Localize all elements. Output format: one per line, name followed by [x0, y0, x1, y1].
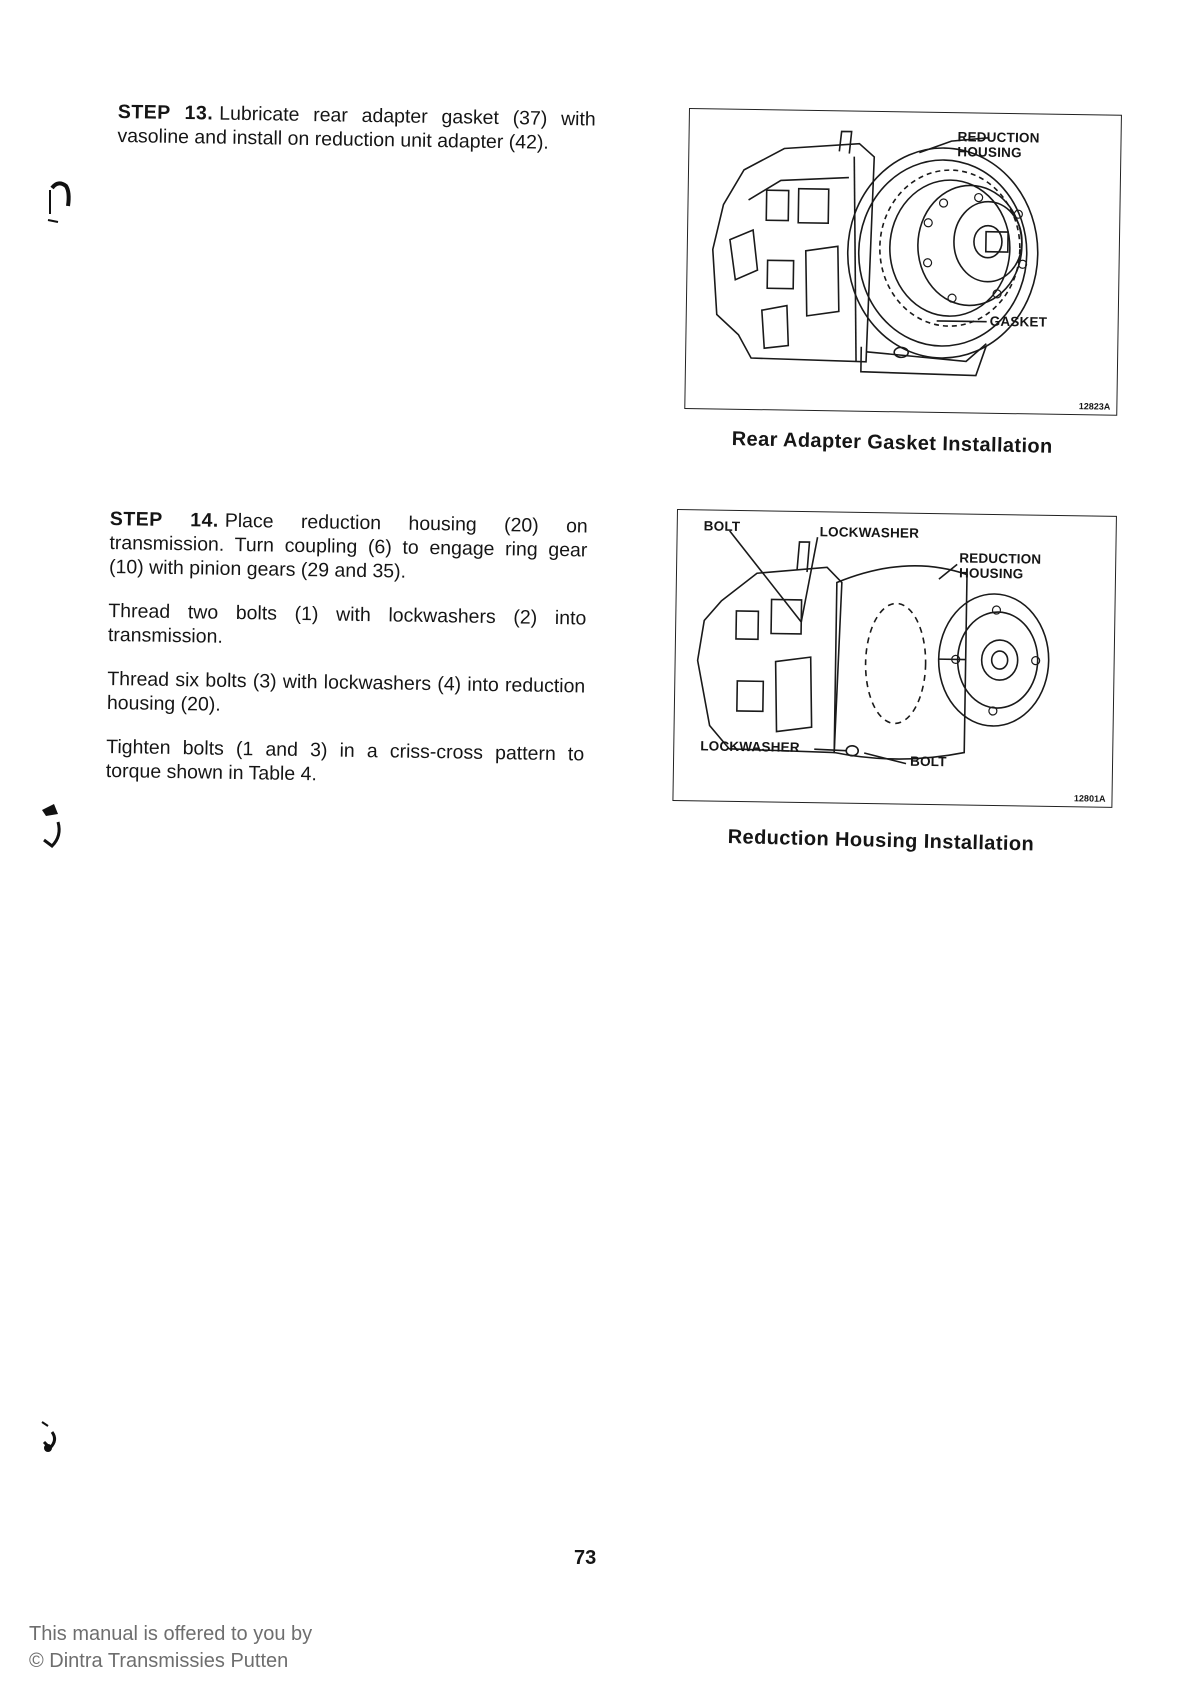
step-14-lead: STEP 14. [109, 507, 219, 532]
callout-reduction-housing [957, 129, 1040, 160]
step-13-text: Lubricate rear adapter gasket (37) with vasoline and install on reduction unit adapter (42). [117, 102, 596, 154]
callout-bolt-top: BOLT [703, 518, 741, 534]
rear-adapter-gasket-figure [684, 108, 1122, 416]
callout-reduction-line1: REDUCTION [959, 550, 1042, 567]
step-14-paragraph-3: Thread six bolts (3) with lockwashers (4) into reduction housing (20). [106, 667, 586, 716]
figure-number: 12823A [1078, 401, 1111, 412]
binder-hole-mark [38, 1418, 68, 1458]
step-14-text-1: Place reduction housing (20) on transmission. Turn coupling (6) to engage ring gear (10) with pinion gears (29 and 35). [108, 509, 588, 583]
step-13-lead: STEP 13. [117, 100, 214, 125]
callout-reduction-housing [959, 550, 1042, 581]
callout-bolt-bottom: BOLT [909, 753, 947, 770]
step-14-paragraph-1 [109, 507, 588, 586]
callout-lockwasher-top: LOCKWASHER [819, 524, 920, 541]
figure-number: 12801A [1073, 793, 1106, 804]
callout-housing-line2: HOUSING [958, 565, 1024, 582]
reduction-housing-caption: Reduction Housing Installation [727, 826, 1035, 856]
step-14-paragraph-4: Tighten bolts (1 and 3) in a criss-cross pattern to torque shown in Table 4. [105, 735, 585, 786]
callout-gasket: GASKET [989, 313, 1048, 330]
step-13-paragraph [117, 100, 596, 156]
footer-line-2: © Dintra Transmissies Putten [29, 1650, 289, 1672]
callout-housing-line2: HOUSING [957, 144, 1022, 161]
step-13 [117, 100, 596, 156]
reduction-housing-illustration [673, 510, 1116, 807]
binder-hole-mark [36, 802, 76, 852]
rear-adapter-gasket-caption: Rear Adapter Gasket Installation [731, 428, 1053, 458]
page-number: 73 [574, 1547, 597, 1569]
callout-lockwasher-bottom: LOCKWASHER [700, 738, 800, 755]
footer-line-1: This manual is offered to you by [29, 1623, 313, 1645]
reduction-housing-figure [672, 509, 1117, 808]
step-14-paragraph-2: Thread two bolts (1) with lockwashers (2) into transmission. [107, 599, 587, 648]
callout-reduction-line1: REDUCTION [957, 129, 1040, 146]
binder-hole-mark [44, 178, 84, 228]
rear-adapter-gasket-illustration [685, 109, 1121, 415]
step-14 [106, 507, 588, 790]
